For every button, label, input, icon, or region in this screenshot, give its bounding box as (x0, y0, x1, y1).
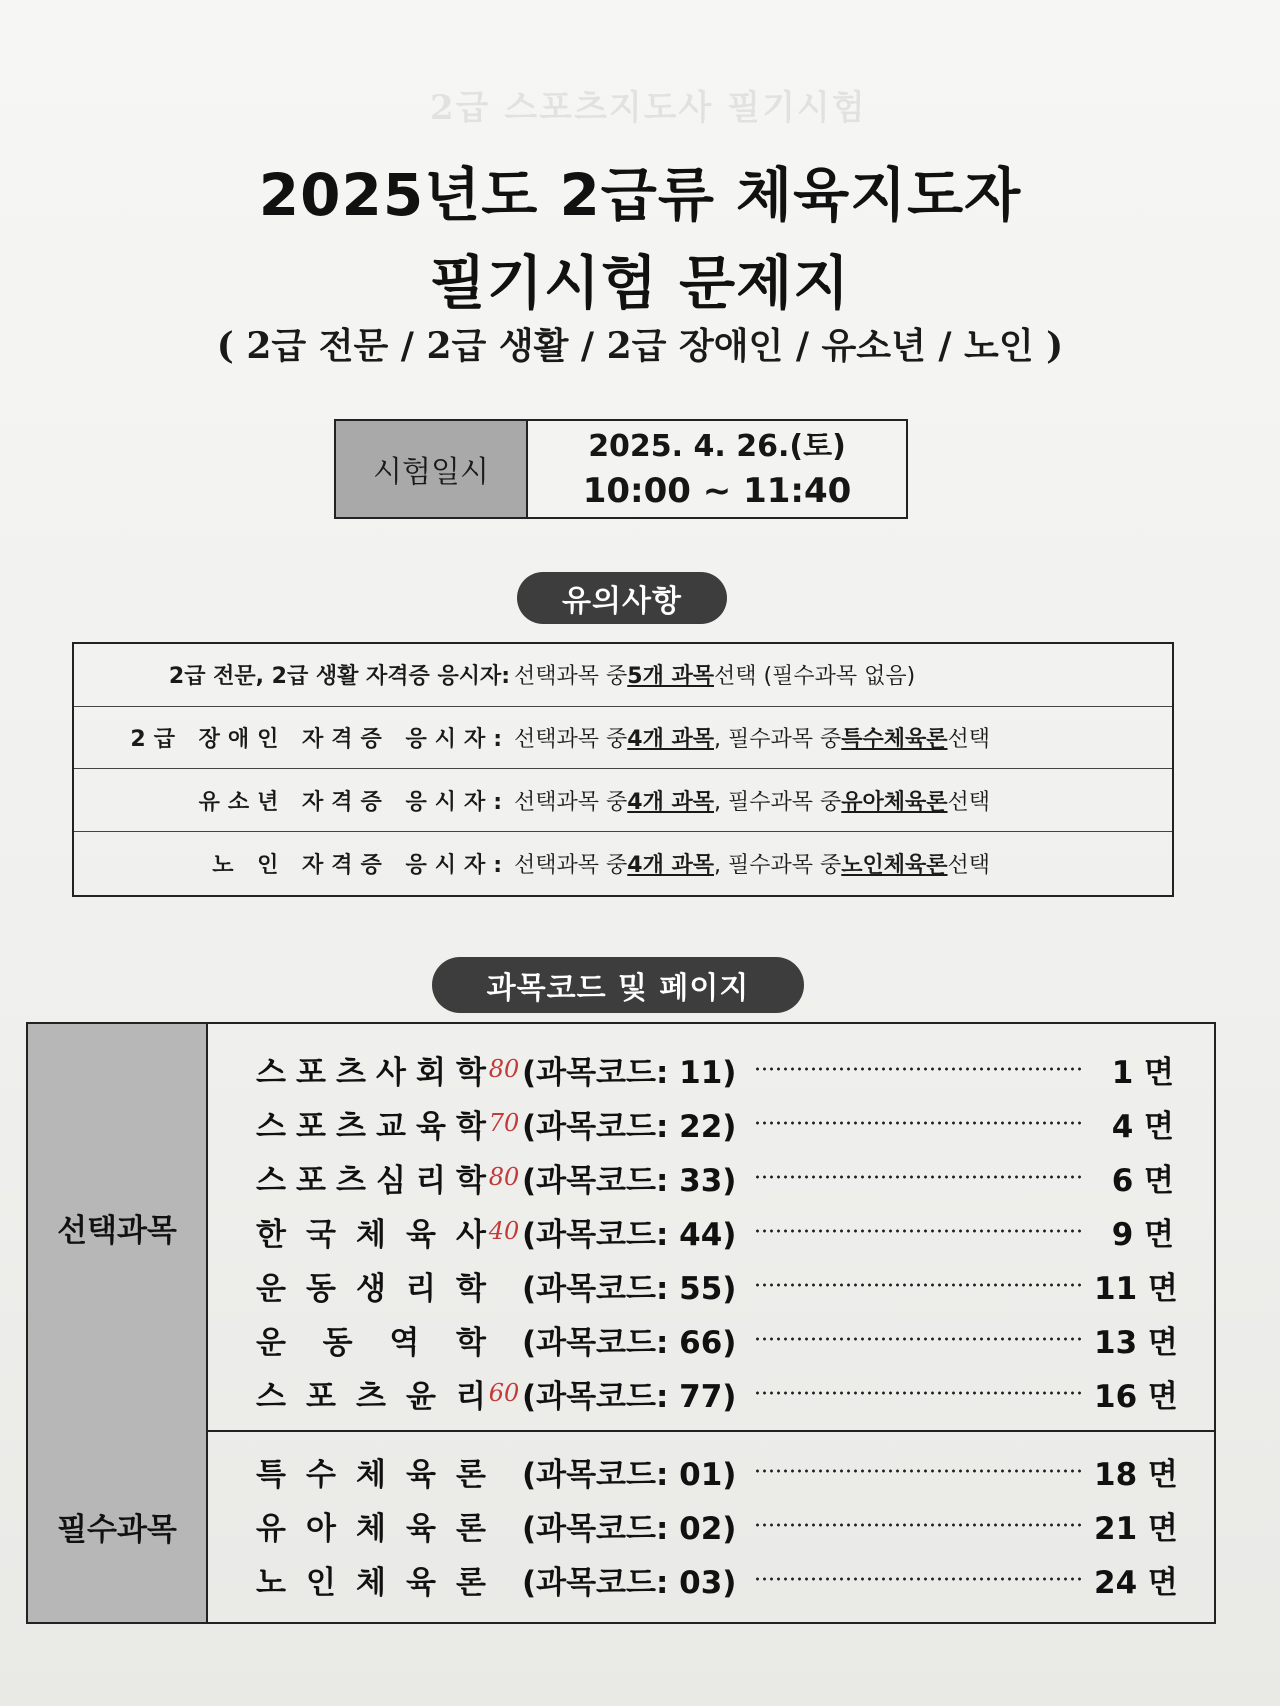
note-text: 선택과목 중 (514, 852, 628, 878)
subject-page: 24 면 (1094, 1564, 1178, 1601)
subject-code: (과목코드: 02) (522, 1510, 737, 1547)
dot-leader (754, 1337, 1084, 1341)
handwritten-score: 60 (488, 1379, 520, 1407)
note-text: 선택 (947, 852, 991, 878)
subject-page: 21 면 (1094, 1510, 1178, 1547)
elective-label: 선택과목 (28, 1024, 208, 1430)
subject-code: (과목코드: 66) (522, 1324, 737, 1361)
notes-table (72, 642, 1174, 897)
exam-time: 10:00 ~ 11:40 (582, 471, 852, 511)
subject-code: (과목코드: 55) (522, 1270, 737, 1307)
note-text: 선택과목 중 (514, 664, 628, 690)
subject-page: 16 면 (1094, 1378, 1178, 1415)
dot-leader (754, 1229, 1084, 1233)
note-emphasis: 유아체육론 (841, 789, 948, 815)
subject-name: 운 동 생 리 학 (256, 1270, 486, 1307)
exam-date: 2025. 4. 26.(토) (588, 429, 846, 464)
subject-name: 스 포 츠 사 회 학 (256, 1054, 486, 1091)
codes-heading: 과목코드 및 페이지 (432, 957, 804, 1013)
subject-code: (과목코드: 44) (522, 1216, 737, 1253)
subject-code: (과목코드: 33) (522, 1162, 737, 1199)
subject-row (208, 1366, 1214, 1420)
elective-group (28, 1024, 1214, 1432)
subject-page: 4 면 (1111, 1108, 1174, 1145)
required-label: 필수과목 (28, 1430, 208, 1622)
subject-code: (과목코드: 22) (522, 1108, 737, 1145)
subject-row (208, 1552, 1214, 1606)
subject-name: 스 포 츠 교 육 학 (256, 1108, 486, 1145)
handwritten-score: 80 (488, 1055, 520, 1083)
subject-name: 노 인 체 육 론 (256, 1564, 486, 1601)
note-emphasis: 노인체육론 (841, 852, 948, 878)
dot-leader (754, 1175, 1084, 1179)
dot-leader (754, 1283, 1084, 1287)
handwritten-score: 80 (488, 1163, 520, 1191)
subject-code: (과목코드: 03) (522, 1564, 737, 1601)
subject-page: 13 면 (1094, 1324, 1178, 1361)
subject-row (208, 1204, 1214, 1258)
subject-code: (과목코드: 11) (522, 1054, 737, 1091)
note-who: 2급 전문, 2급 생활 자격증 응시자: (168, 664, 510, 690)
dot-leader (754, 1577, 1084, 1581)
subject-code: (과목코드: 01) (522, 1456, 737, 1493)
title-line-2: 필기시험 문제지 (429, 249, 851, 317)
subject-row (208, 1150, 1214, 1204)
dot-leader (754, 1469, 1084, 1473)
note-row (74, 707, 1172, 770)
subject-name: 유 아 체 육 론 (256, 1510, 486, 1547)
subtitle: ( 2급 전문 / 2급 생활 / 2급 장애인 / 유소년 / 노인 ) (216, 325, 1064, 367)
subject-name: 스 포 츠 윤 리 (256, 1378, 486, 1415)
note-emphasis: 4개 과목 (627, 789, 714, 815)
note-emphasis: 4개 과목 (627, 852, 714, 878)
subject-row (208, 1258, 1214, 1312)
subject-page: 18 면 (1094, 1456, 1178, 1493)
notes-heading: 유의사항 (517, 572, 727, 624)
subject-page: 11 면 (1094, 1270, 1178, 1307)
subject-name: 특 수 체 육 론 (256, 1456, 486, 1493)
dot-leader (754, 1121, 1084, 1125)
bleed-through-text: 2급 스포츠지도사 필기시험 (430, 88, 867, 128)
required-group (28, 1430, 1214, 1622)
note-text: 선택 (947, 789, 991, 815)
subject-code: (과목코드: 77) (522, 1378, 737, 1415)
note-row (74, 832, 1172, 895)
note-emphasis: 특수체육론 (841, 727, 948, 753)
subject-row (208, 1444, 1214, 1498)
subject-row (208, 1498, 1214, 1552)
subject-row (208, 1312, 1214, 1366)
note-row (74, 644, 1172, 707)
note-text: , 필수과목 중 (714, 727, 842, 753)
note-text: 선택 (947, 727, 991, 753)
dot-leader (754, 1391, 1084, 1395)
handwritten-score: 70 (488, 1109, 520, 1137)
note-who: 유소년 자격증 응시자: (198, 789, 510, 815)
elective-rows (208, 1024, 1214, 1430)
subject-page: 9 면 (1111, 1216, 1174, 1253)
note-who: 노 인 자격증 응시자: (212, 852, 510, 878)
subject-name: 스 포 츠 심 리 학 (256, 1162, 486, 1199)
dot-leader (754, 1523, 1084, 1527)
note-emphasis: 4개 과목 (627, 727, 714, 753)
note-emphasis: 5개 과목 (627, 664, 714, 690)
subject-page: 6 면 (1111, 1162, 1174, 1199)
handwritten-score: 40 (488, 1217, 520, 1245)
note-text: 선택 (필수과목 없음) (714, 664, 916, 690)
title-line-1: 2025년도 2급류 체육지도자 (258, 161, 1022, 229)
note-text: , 필수과목 중 (714, 852, 842, 878)
exam-datetime-box (334, 419, 908, 519)
subject-row (208, 1042, 1214, 1096)
exam-label: 시험일시 (336, 421, 528, 517)
subject-row (208, 1096, 1214, 1150)
subject-page: 1 면 (1111, 1054, 1174, 1091)
subject-name: 한 국 체 육 사 (256, 1216, 486, 1253)
subject-name: 운 동 역 학 (256, 1324, 486, 1361)
subject-code-table (26, 1022, 1216, 1624)
note-text: 선택과목 중 (514, 789, 628, 815)
exam-values (528, 421, 906, 517)
note-text: , 필수과목 중 (714, 789, 842, 815)
note-row (74, 769, 1172, 832)
note-text: 선택과목 중 (514, 727, 628, 753)
required-rows (208, 1430, 1214, 1622)
dot-leader (754, 1067, 1084, 1071)
note-who: 2급 장애인 자격증 응시자: (130, 727, 510, 753)
